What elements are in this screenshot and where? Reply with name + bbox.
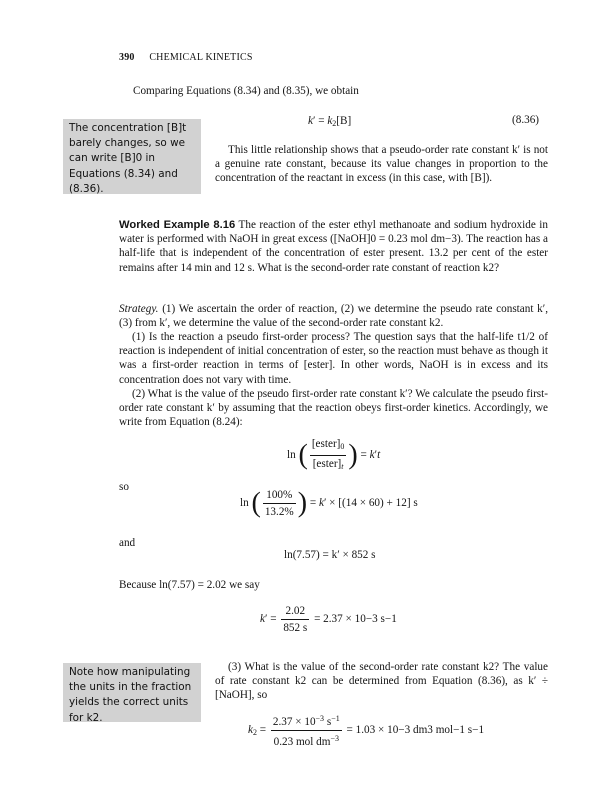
strategy-text: (1) We ascertain the order of reaction, (2) we determine the pseudo rate constant k′, (3) from k′, we determine the value of the second-order rate constant k2. (119, 303, 549, 330)
pseudo-order-paragraph: This little relationship shows that a pseudo-order rate constant k′ is not a genuine rate constant, because its value changes in proportion to the concentration of the reactant in excess (in this case, with [B]). (215, 144, 548, 185)
intro-text: Comparing Equations (8.34) and (8.35), we obtain (133, 85, 359, 97)
step-2-paragraph: (2) What is the value of the pseudo first-order rate constant k′? We calculate the pseudo first-order rate constant k′ by assuming that the reaction obeys first-order kinetics. Accordingly, we write from Equation (8.24): (119, 388, 548, 429)
running-header (119, 52, 253, 63)
worked-example-heading: Worked Example 8.16 (119, 219, 236, 231)
equation-k2: $k_2$ = $\frac{2.37 \times 10^{-3} s^{-1}}{0.23 mol dm^{-3}}$ = 1.03 × 10−3 dm3 mol−1 s−1 (248, 714, 485, 748)
equation-ln-7-57: ln(7.57) = k′ × 852 s (284, 549, 376, 561)
worked-example (119, 218, 548, 275)
step-1-paragraph: (1) Is the reaction a pseudo first-order process? The question says that the half-life t1/2 of reaction is independent of initial concentration of ester, so the reaction must behave as though it was a first-order reaction in terms of [ester]. In other words, NaOH is in excess and its concentration does not vary with time. (119, 331, 548, 386)
worked-example-text: The reaction of the ester ethyl methanoate and sodium hydroxide in water is performed with NaOH in great excess ([NaOH]0 = 0.23 mol dm−3). The reaction has a half-life that is independent of the concentration of ester present. 13.2 per cent of the ester remains after 14 min and 12 s. What is the second-order rate constant of reaction k2? (119, 219, 548, 274)
margin-note-units: Note how manipulating the units in the fraction yields the correct units for k2. (63, 663, 201, 722)
step-3-paragraph: (3) What is the value of the second-order rate constant k2? The value of rate constant k2 can be determined from Equation (8.36), as k′ ÷ [NaOH], so (215, 661, 548, 702)
equation-8-36: $k' = k_2[B]$ (308, 115, 352, 128)
page-number: 390 (119, 52, 135, 63)
k-prime-result: = 2.37 × 10−3 s−1 (314, 613, 397, 626)
strategy-label: Strategy. (119, 303, 159, 315)
running-title: CHEMICAL KINETICS (149, 52, 253, 63)
equation-ln-ratio: ln ( $\frac{[ester]_0}{[ester]_t}$ ) = k′t (287, 437, 380, 474)
equation-label-8-36: (8.36) (512, 114, 540, 126)
margin-note-concentration: The concentration [B]t barely changes, so we can write [B]0 in Equations (8.34) and (8.36). (63, 119, 201, 194)
equation-k-prime: k′ = $\frac{2.02}{852 s}$ = 2.37 × 10−3 s−1 (260, 605, 397, 634)
because-text: Because ln(7.57) = 2.02 we say (119, 579, 260, 591)
equation-ln-percent: ln ( $\frac{100\%}{13.2\%}$ ) = k′ × [(14 × 60) + 12] s (240, 487, 418, 519)
k2-result: = 1.03 × 10−3 dm3 mol−1 s−1 (346, 724, 485, 737)
word-and: and (119, 537, 136, 549)
strategy-paragraph (119, 302, 548, 330)
word-so-1: so (119, 481, 129, 493)
